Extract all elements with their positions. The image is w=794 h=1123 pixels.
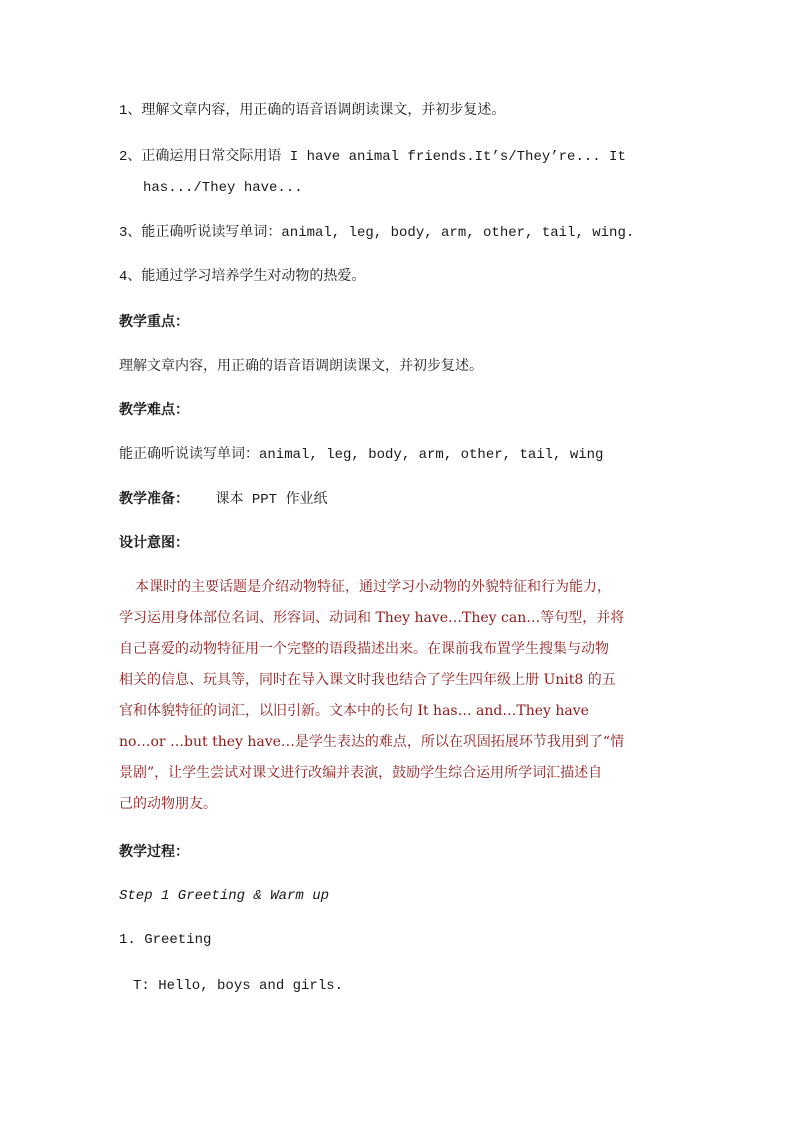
step-title: Step 1 Greeting & Warm up: [119, 888, 330, 904]
difficult-points-heading: 教学难点：: [119, 402, 189, 418]
difficult-points-text: 能正确听说读写单词：animal, leg, body, arm, other, tail, wing: [119, 447, 604, 463]
design-intent-line: 己的动物朋友。: [119, 796, 217, 812]
objective-1: 1、理解文章内容，用正确的语音语调朗读课文，并初步复述。: [119, 103, 506, 119]
design-intent-paragraph: [119, 572, 679, 820]
key-points-heading: 教学重点：: [119, 314, 189, 330]
design-intent-line: no…or …but they have…是学生表达的难点，所以在巩固拓展环节我用到了“情: [119, 734, 625, 750]
design-intent-line: 本课时的主要话题是介绍动物特征，通过学习小动物的外貌特征和行为能力，: [135, 579, 611, 595]
key-points-text: 理解文章内容，用正确的语音语调朗读课文，并初步复述。: [119, 358, 483, 374]
design-intent-heading: 设计意图：: [119, 535, 189, 551]
design-intent-line: 自己喜爱的动物特征用一个完整的语段描述出来。在课前我布置学生搜集与动物: [119, 641, 609, 657]
design-intent-line: 学习运用身体部位名词、形容词、动词和 They have…They can…等句型，并将: [119, 610, 625, 626]
objective-2-continued: has.../They have...: [143, 180, 303, 196]
greeting-subheading: 1. Greeting: [119, 932, 212, 948]
process-heading: 教学过程：: [119, 844, 189, 860]
preparation-row: [119, 489, 327, 510]
preparation-heading: 教学准备：: [119, 491, 189, 507]
preparation-items: 课本 PPT 作业纸: [215, 492, 328, 508]
design-intent-line: 景剧”，让学生尝试对课文进行改编并表演，鼓励学生综合运用所学词汇描述自: [119, 765, 603, 781]
design-intent-line: 相关的信息、玩具等，同时在导入课文时我也结合了学生四年级上册 Unit8 的五: [119, 672, 616, 688]
teacher-dialogue: T: Hello, boys and girls.: [133, 978, 344, 994]
objective-2: 2、正确运用日常交际用语 I have animal friends.It’s/They’re... It: [119, 149, 626, 165]
objective-4: 4、能通过学习培养学生对动物的热爱。: [119, 269, 366, 285]
design-intent-line: 官和体貌特征的词汇，以旧引新。文本中的长句 It has… and…They have: [119, 703, 589, 719]
objective-3: 3、能正确听说读写单词：animal, leg, body, arm, other, tail, wing.: [119, 225, 635, 241]
